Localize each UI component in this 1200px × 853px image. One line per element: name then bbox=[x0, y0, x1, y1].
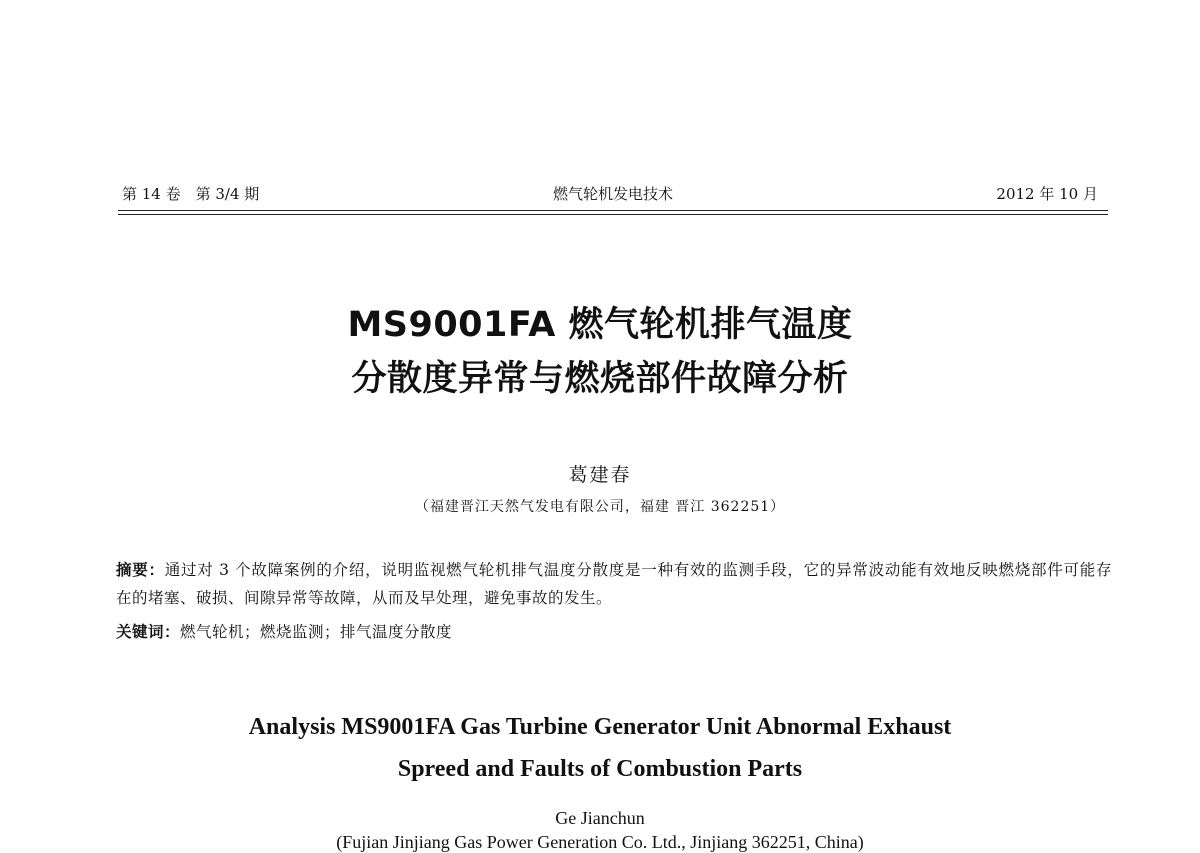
journal-volume-issue: 第 14 卷 第 3/4 期 bbox=[122, 185, 260, 203]
chinese-title-line-1: MS9001FA 燃气轮机排气温度 bbox=[347, 305, 853, 345]
english-title-line-2: Spreed and Faults of Combustion Parts bbox=[397, 756, 803, 782]
chinese-affiliation: （福建晋江天然气发电有限公司，福建 晋江 362251） bbox=[414, 499, 786, 515]
english-author: Ge Jianchun bbox=[555, 808, 645, 828]
running-header bbox=[118, 183, 1108, 209]
chinese-keywords bbox=[116, 618, 1112, 646]
chinese-title-line-2: 分散度异常与燃烧部件故障分析 bbox=[351, 359, 849, 399]
abstract-text: 通过对 3 个故障案例的介绍，说明监视燃气轮机排气温度分散度是一种有效的监测手段，它的异常波动能有效地反映燃烧部件可能存在的堵塞、破损、间隙异常等故障，从而及早处理，避免事故的发生。 bbox=[116, 561, 1112, 607]
chinese-title bbox=[0, 298, 1200, 406]
keywords-text: 燃气轮机；燃烧监测；排气温度分散度 bbox=[180, 623, 453, 641]
english-title bbox=[0, 706, 1200, 790]
journal-name: 燃气轮机发电技术 bbox=[552, 185, 673, 203]
english-affiliation: (Fujian Jinjiang Gas Power Generation Co. Ltd., Jinjiang 362251, China) bbox=[336, 832, 864, 852]
publication-date: 2012 年 10 月 bbox=[996, 185, 1098, 203]
chinese-author: 葛建春 bbox=[568, 464, 632, 486]
abstract-label: 摘要： bbox=[116, 561, 165, 579]
keywords-label: 关键词： bbox=[116, 623, 181, 641]
header-rule-bottom bbox=[118, 214, 1108, 215]
chinese-abstract bbox=[116, 556, 1112, 612]
english-title-line-1: Analysis MS9001FA Gas Turbine Generator Unit Abnormal Exhaust bbox=[248, 714, 952, 740]
header-rule-top bbox=[118, 210, 1108, 211]
